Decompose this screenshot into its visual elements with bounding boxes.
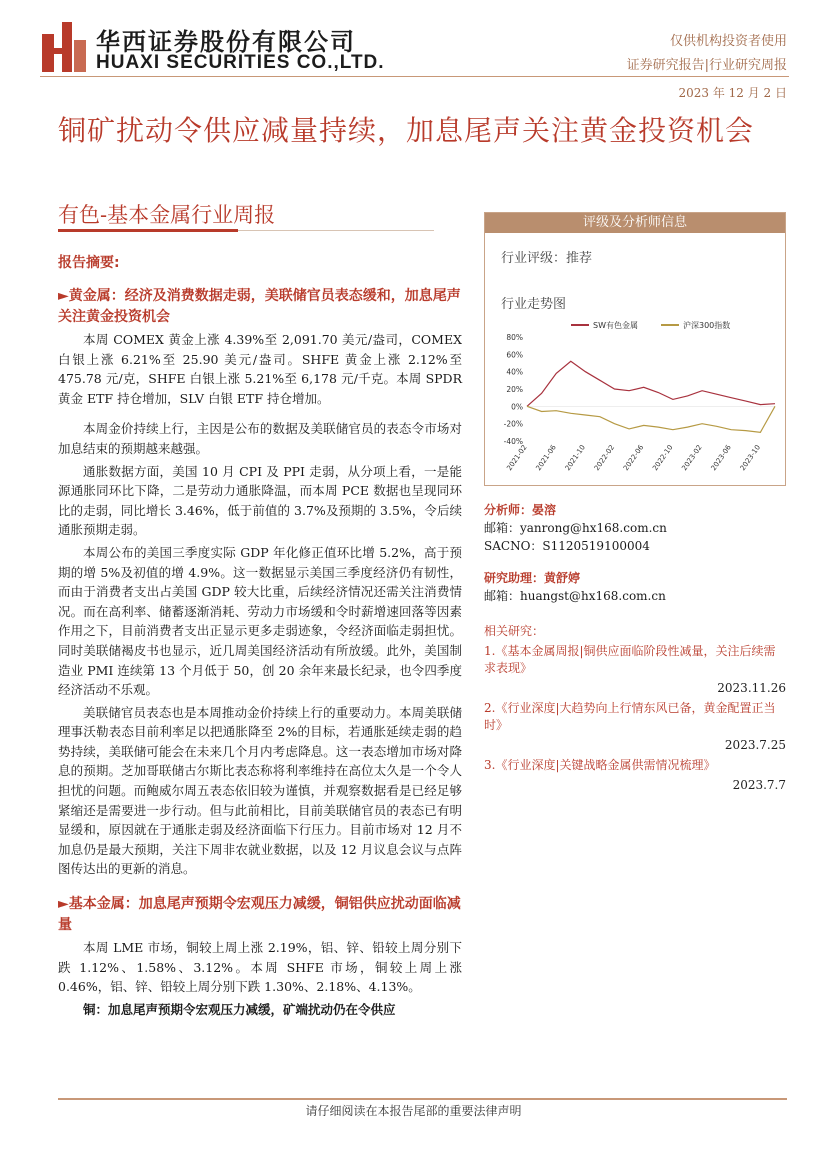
report-title: 铜矿扰动令供应减量持续，加息尾声关注黄金投资机会 — [58, 114, 755, 147]
header-divider — [40, 76, 789, 77]
gold-paragraph: 本周 COMEX 黄金上涨 4.39%至 2,091.70 美元/盎司，COMEX 白银上涨 6.21%至 25.90 美元/盎司。SHFE 黄金上涨 2.12%至 475.78 元/克，SHFE 白银上涨 5.21%至 6,178 元/千克。本周 SPDR 黄金 ETF 持仓增加，SLV 白银 ETF 持仓增加。 — [58, 332, 462, 406]
subtitle-divider — [238, 230, 434, 231]
analyst-info — [484, 502, 786, 794]
copper-subheading: 铜：加息尾声预期令宏观压力减缓，矿端扰动仍在令供应 — [83, 1001, 396, 1017]
gold-paragraph: 通胀数据方面，美国 10 月 CPI 及 PPI 走弱，从分项上看，一是能源通胀同环比下降，二是劳动力通胀降温，而本周 PCE 数据也呈现同环比的走弱，同比增长 3.46%，低于前值的 3.7%及预期的 3.5%，令后续通胀预期走弱。 — [58, 463, 462, 538]
related-research-date: 2023.7.7 — [732, 778, 786, 792]
x-tick-label: 2022-10 — [651, 443, 675, 473]
gold-paragraph: 本周公布的美国三季度实际 GDP 年化修正值环比增 5.2%，高于预期的增 5%及初值的增 4.9%。这一数据显示美国三季度经济仍有韧性，而由于消费者支出占美国 GDP 较大比重，后续经济情况还需关注消费情况。而在高利率、储蓄逐渐消耗、劳动力市场缓和令时薪增速回落等因素作用之下，目前消费者支出正显示更多走弱迹象，令经济面临走弱担忧。同时美联储褐皮书也显示，近几周美国经济活动有所放缓。此外，美国制造业 PMI 连续第 13 个月低于 50，创 20 余年来最长纪录，也令四季度经济活动不乐观。 — [58, 544, 462, 698]
sidebar — [484, 212, 786, 794]
abstract-section — [58, 252, 462, 1019]
x-tick-label: 2022-06 — [622, 443, 646, 473]
analyst-email: 邮箱：yanrong@hx168.com.cn — [484, 521, 667, 535]
analyst-sacno: SACNO：S1120519100004 — [484, 539, 650, 553]
assistant-role: 研究助理： — [484, 571, 545, 585]
x-tick-label: 2021-06 — [534, 443, 558, 473]
footer-divider — [58, 1098, 787, 1100]
related-research-link[interactable]: 1.《基本金属周报|铜供应面临阶段性减量，关注后续需求表现》 — [484, 644, 776, 675]
report-type: 证券研究报告|行业研究周报 — [626, 58, 787, 73]
analyst-role: 分析师： — [484, 503, 533, 517]
assistant-name: 黄舒婷 — [544, 571, 581, 585]
base-metals-paragraph: 本周 LME 市场，铜较上周上涨 2.19%，铝、锌、铅较上周分别下跌 1.12%、1.58%、3.12%。本周 SHFE 市场，铜较上周上涨 0.46%，铝、锌、铅较上周分别下跌 1.30%、2.18%、4.13%。 — [58, 940, 462, 995]
y-tick-label: 60% — [506, 350, 523, 360]
rating-box-title: 评级及分析师信息 — [485, 213, 785, 233]
assistant-email: 邮箱：huangst@hx168.com.cn — [484, 589, 666, 603]
abstract-heading: 报告摘要: — [58, 255, 120, 271]
trend-chart-title: 行业走势图 — [501, 297, 567, 312]
legal-notice: 请仔细阅读在本报告尾部的重要法律声明 — [305, 1104, 522, 1118]
analyst-name: 晏溶 — [532, 503, 557, 517]
huaxi-logo-icon — [40, 20, 88, 74]
gold-paragraph: 美联储官员表态也是本周推动金价持续上行的重要动力。本周美联储理事沃勒表态目前利率足以把通胀降至 2%的目标，若通胀延续走弱的趋势持续，美联储可能会在未来几个月内考虑降息。这一表态增加市场对降息的预期。芝加哥联储古尔斯比表态称将利率维持在高位太久是一个令人担忧的问题。而鲍威尔周五表态依旧较为谨慎，并观察数据看是已经足够紧缩还是需要进一步行动。但与此前相比，目前美联储官员的表态已有明显缓和，原因就在于通胀走弱及经济面临下行压力。目前市场对 12 月不加息仍是最大预期，关注下周非农就业数据，以及 12 月议息会议与点阵图传达出的更新的消息。 — [58, 704, 462, 877]
related-research-date: 2023.7.25 — [724, 738, 786, 752]
y-tick-label: 40% — [506, 367, 523, 377]
y-tick-label: -20% — [503, 419, 523, 429]
series-line-csi300 — [527, 406, 775, 432]
related-research-date: 2023.11.26 — [717, 681, 786, 695]
related-research-link[interactable]: 2.《行业深度|大趋势向上行情东风已备，黄金配置正当时》 — [484, 701, 776, 732]
report-date: 2023 年 12 月 2 日 — [678, 86, 787, 100]
company-name-cn: 华西证券股份有限公司 — [96, 28, 356, 56]
industry-rating: 行业评级：推荐 — [501, 251, 593, 266]
x-tick-label: 2021-02 — [505, 443, 529, 473]
x-tick-label: 2023-10 — [738, 443, 763, 473]
x-tick-label: 2021-10 — [563, 443, 587, 473]
audience-note: 仅供机构投资者使用 — [669, 34, 787, 49]
industry-trend-chart — [493, 317, 781, 483]
company-name-en: HUAXI SECURITIES CO.,LTD. — [96, 52, 385, 73]
y-tick-label: 0% — [511, 402, 523, 412]
subtitle-underline — [58, 229, 238, 232]
gold-section-heading: ►黄金属：经济及消费数据走弱，美联储官员表态缓和，加息尾声关注黄金投资机会 — [58, 288, 461, 325]
y-tick-label: 20% — [506, 385, 523, 394]
base-metals-section-heading: ►基本金属：加息尾声预期令宏观压力减缓，铜铝供应扰动面临减量 — [58, 896, 461, 934]
y-tick-label: 80% — [506, 333, 523, 342]
report-subtitle: 有色-基本金属行业周报 — [58, 203, 276, 227]
series-line-sw-nonferrous — [527, 361, 775, 406]
related-research-link[interactable]: 3.《行业深度|关键战略金属供需情况梳理》 — [484, 758, 716, 772]
x-tick-label: 2023-06 — [709, 443, 733, 473]
x-tick-label: 2022-02 — [592, 443, 617, 473]
legend-label: SW有色金属 — [593, 321, 638, 330]
rating-box — [484, 212, 786, 486]
legend-label: 沪深300指数 — [683, 321, 731, 330]
y-tick-label: -40% — [503, 437, 523, 446]
related-research-title: 相关研究： — [484, 624, 545, 638]
x-tick-label: 2023-02 — [680, 443, 704, 473]
gold-paragraph: 本周金价持续上行，主因是公布的数据及美联储官员的表态令市场对加息结束的预期越来越强。 — [58, 421, 462, 456]
